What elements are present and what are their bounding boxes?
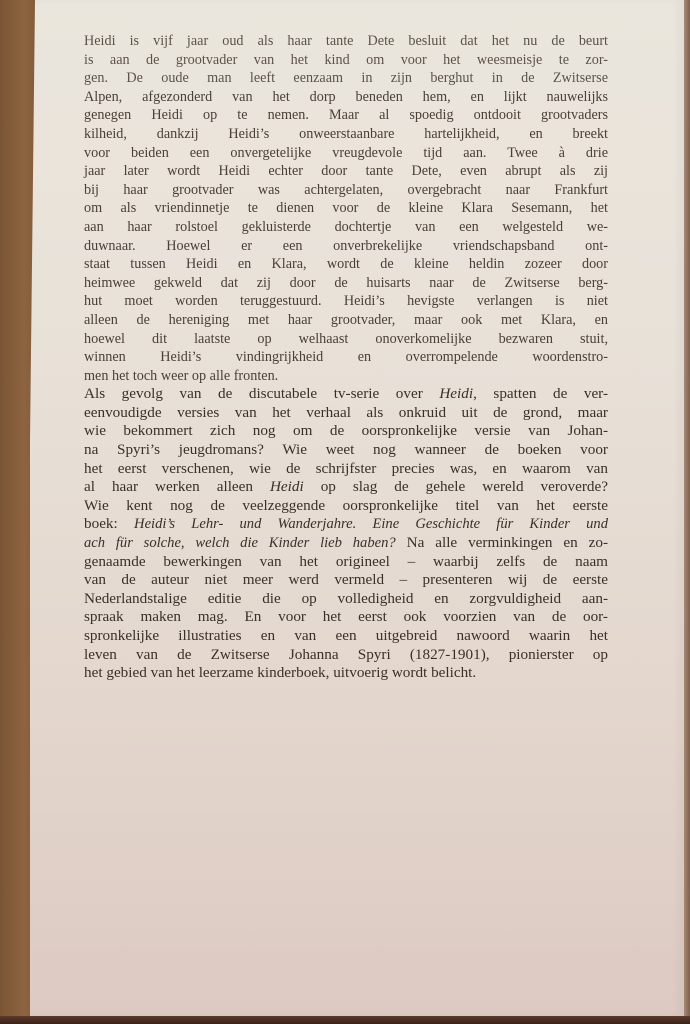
- text-line: aan haar rolstoel gekluisterde dochtertje van een welgesteld we-: [84, 218, 608, 235]
- text-line: genaamde bewerkingen van het origineel – waarbij zelfs de naam: [84, 552, 608, 570]
- text-line: bij haar grootvader was achtergelaten, overgebracht naar Frankfurt: [84, 181, 608, 198]
- italic-original-title: ach für solche, welch die Kinder lieb haben?: [84, 535, 396, 552]
- italic-title-heidi: Heidi: [439, 385, 474, 403]
- text-line: gen. De oude man leeft eenzaam in zijn berghut in de Zwitserse: [84, 70, 608, 87]
- text-line: genegen Heidi op te nemen. Maar al spoedig ontdooit grootvaders: [84, 107, 608, 124]
- text-line: om als vriendinnetje te dienen voor de kleine Klara Sesemann, het: [84, 200, 608, 217]
- text-line: alleen de hereniging met haar grootvader, maar ook met Klara, en: [84, 311, 608, 328]
- text-line: Nederlandstalige editie die op volledigheid en zorgvuldigheid aan-: [84, 589, 608, 607]
- text-line: kilheid, dankzij Heidi’s onweerstaanbare hartelijkheid, en breekt: [84, 125, 608, 142]
- text-line: Wie kent nog de veelzeggende oorspronkelijke titel van het eerste: [84, 496, 608, 514]
- text-line: al haar werken alleen Heidi op slag de gehele wereld veroverde?: [84, 478, 608, 496]
- italic-title-heidi: Heidi: [269, 478, 304, 496]
- text-line: hut moet worden teruggestuurd. Heidi’s hevigste verlangen is niet: [84, 293, 608, 310]
- text-line: ach für solche, welch die Kinder lieb haben? Na alle verminkingen en zo-: [84, 534, 608, 552]
- text-line: jaar later wordt Heidi echter door tante Dete, even abrupt als zij: [84, 163, 608, 180]
- text-line: Als gevolg van de discutabele tv-serie over Heidi, spatten de ver-: [84, 385, 608, 403]
- text-line: winnen Heidi’s vindingrijkheid en overrompelende woordenstro-: [84, 349, 608, 366]
- text-line: hoewel dit laatste op welhaast onoverkomelijke bezwaren stuit,: [84, 330, 608, 347]
- book-bottom-edge: [0, 1016, 690, 1024]
- paragraph-synopsis: [84, 32, 608, 385]
- text-line: spronkelijke illustraties en van een uitgebreid nawoord waarin het: [84, 627, 608, 644]
- text-line: men het toch weer op alle fronten.: [84, 367, 279, 384]
- paper-right-edge: [684, 0, 690, 1024]
- blurb-text: [84, 32, 608, 683]
- text-line: het gebied van het leerzame kinderboek, uitvoerig wordt belicht.: [84, 664, 477, 682]
- text-line: van de auteur niet meer werd vermeld – presenteren wij de eerste: [84, 571, 608, 589]
- text-line: duwnaar. Hoewel er een onverbrekelijke vriendschapsband ont-: [84, 237, 608, 254]
- italic-original-title: Heidi’s Lehr- und Wanderjahre. Eine Geschichte für Kinder und: [134, 516, 608, 533]
- text-line: na Spyri’s jeugdromans? Wie weet nog wanneer de boeken voor: [84, 441, 608, 459]
- text-line: eenvoudigde versies van het verhaal als onkruid uit de grond, maar: [84, 403, 608, 421]
- text-line: leven van de Zwitserse Johanna Spyri (1827-1901), pionierster op: [84, 645, 608, 663]
- text-line: het eerst verschenen, wie de schrijfster precies was, en waarom van: [84, 459, 608, 477]
- text-line: spraak maken mag. En voor het eerst ook voorzien van de oor-: [84, 608, 608, 626]
- text-line: heimwee gekweld dat zij door de huisarts naar de Zwitserse berg-: [84, 274, 608, 291]
- paragraph-edition: [84, 385, 608, 683]
- text-line: is aan de grootvader van het kind om voor het weesmeisje te zor-: [84, 51, 608, 68]
- text-line: staat tussen Heidi en Klara, wordt de kleine heldin zozeer door: [84, 256, 608, 273]
- text-line: Heidi is vijf jaar oud als haar tante Dete besluit dat het nu de beurt: [84, 33, 608, 49]
- text-line: wie bekommert zich nog om de oorspronkelijke versie van Johan-: [84, 422, 608, 440]
- text-line: Alpen, afgezonderd van het dorp beneden hem, en lijkt nauwelijks: [84, 88, 608, 105]
- text-line: voor beiden een onvergetelijke vreugdevole tijd aan. Twee à drie: [84, 144, 608, 161]
- text-line: boek: Heidi’s Lehr- und Wanderjahre. Eine Geschichte für Kinder und: [84, 515, 608, 533]
